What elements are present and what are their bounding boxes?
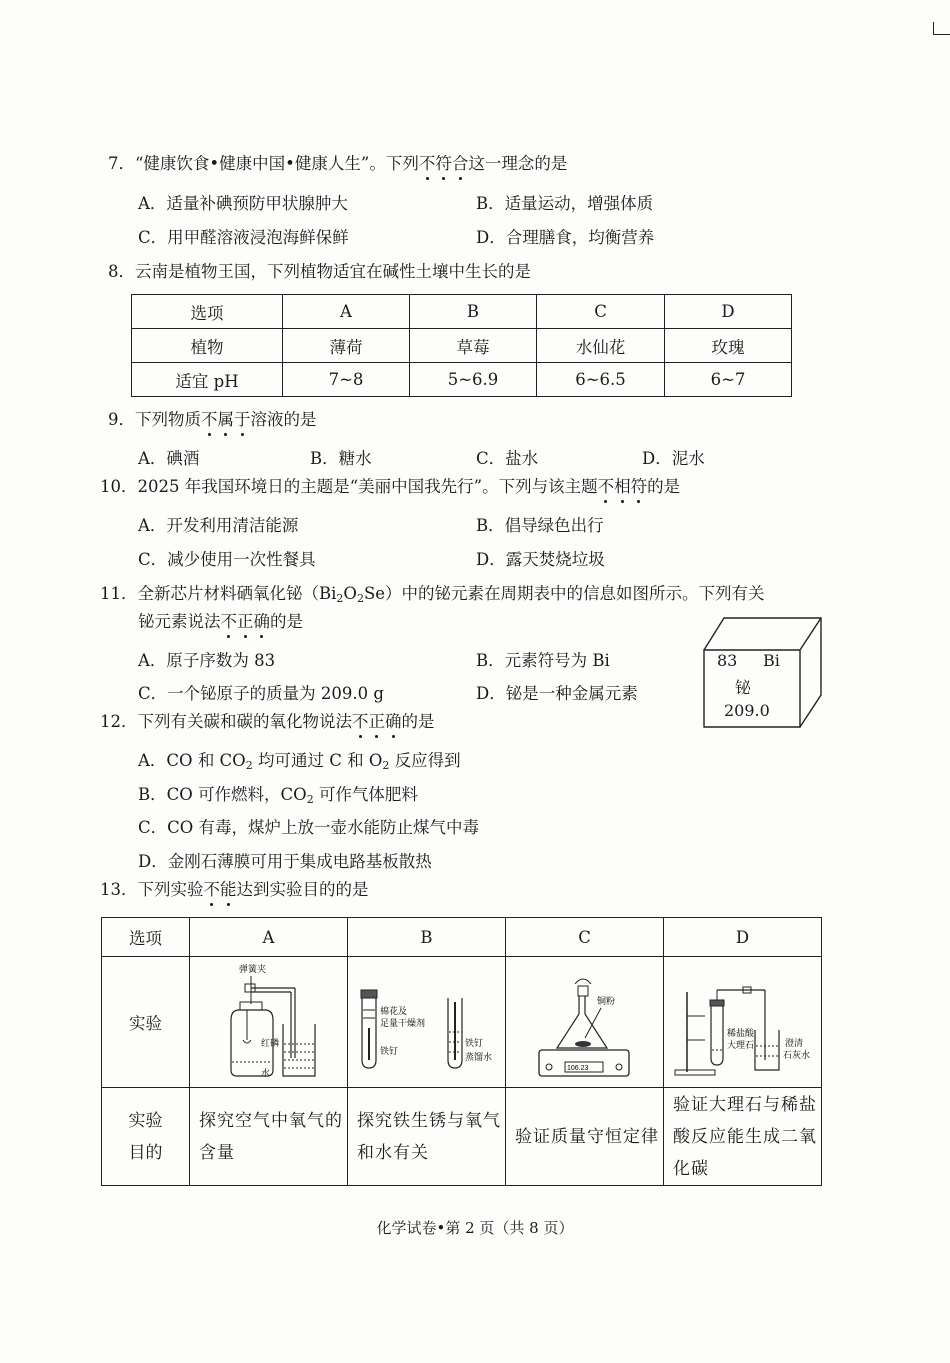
table-cell: 6~7 [665, 363, 792, 397]
table-cell: 实验目的 [102, 1088, 190, 1186]
q12-option-b[interactable] [138, 781, 418, 805]
question-11-stem [100, 580, 765, 604]
option-text: B．CO 可作燃料，CO [138, 785, 307, 804]
goal-c: 验证质量守恒定律 [506, 1088, 664, 1186]
stem-text: 2025 年我国环境日的主题是“美丽中国我先行”。下列与该主题 [137, 477, 598, 496]
question-10-stem [100, 473, 680, 497]
stem-text: 下列实验 [137, 880, 204, 899]
emphasis-char: 不 [352, 708, 369, 732]
fig-label: 蒸馏水 [464, 1052, 492, 1062]
fig-label: 石灰水 [783, 1050, 811, 1060]
emphasis-char: 属 [218, 406, 235, 430]
q12-option-a[interactable] [138, 747, 461, 771]
question-number: 7． [108, 154, 135, 173]
element-name: 铋 [735, 678, 752, 697]
q7-option-b[interactable]: B．适量运动，增强体质 [476, 194, 654, 213]
emphasis-char: 不 [201, 406, 218, 430]
table-cell: B [348, 918, 506, 957]
fig-label: 稀盐酸 [727, 1028, 755, 1038]
q11-option-a[interactable]: A．原子序数为 83 [138, 651, 276, 670]
question-number: 12． [100, 712, 138, 731]
stem-text: 下列物质 [135, 410, 201, 429]
question-7-stem [108, 150, 567, 174]
table-cell: D [664, 918, 822, 957]
question-number: 11． [100, 584, 138, 603]
question-13-stem [100, 876, 369, 900]
emphasis-char: 不 [419, 150, 436, 174]
table-cell: 适宜 pH [132, 363, 283, 397]
stem-text: 的是 [647, 477, 681, 496]
element-cell-figure [703, 617, 823, 729]
table-cell: A [283, 295, 410, 329]
question-number: 13． [100, 880, 138, 899]
page-footer: 化学试卷•第 2 页（共 8 页） [376, 1219, 574, 1237]
goal-d: 验证大理石与稀盐酸反应能生成二氧化碳 [664, 1088, 822, 1186]
stem-text: Se）中的铋元素在周期表中的信息如图所示。下列有关 [363, 584, 765, 603]
stem-text: 铋元素说法 [138, 612, 221, 631]
table-cell: 植物 [132, 329, 283, 363]
option-text: 反应得到 [389, 751, 461, 770]
q7-option-d[interactable]: D．合理膳食，均衡营养 [476, 228, 655, 247]
question-number: 8． [108, 262, 135, 281]
option-text: 可作气体肥料 [313, 785, 418, 804]
co2-test-apparatus [665, 962, 820, 1082]
mass-conservation-apparatus [515, 962, 655, 1082]
q12-option-d[interactable]: D．金刚石薄膜可用于集成电路基板散热 [138, 852, 432, 871]
fig-label: 足量干燥剂 [379, 1018, 425, 1028]
q11-option-d[interactable]: D．铋是一种金属元素 [476, 684, 638, 703]
q11-option-c[interactable]: C．一个铋原子的质量为 209.0 g [138, 684, 384, 703]
emphasis-char: 符 [631, 473, 648, 497]
stem-text: 全新芯片材料硒氧化铋（Bi [137, 584, 337, 603]
subscript: 2 [336, 592, 344, 605]
question-11-stem-line2 [138, 608, 303, 632]
element-symbol: Bi [763, 651, 780, 670]
q7-option-a[interactable]: A．适量补碘预防甲状腺肿大 [138, 194, 348, 213]
stem-text: 这一理念的是 [468, 154, 568, 173]
iron-rust-apparatus [352, 962, 502, 1082]
emphasis-char: 不 [204, 876, 221, 900]
table-cell: 玫瑰 [665, 329, 792, 363]
fig-label: 红磷 [260, 1038, 279, 1048]
fig-label: 铁钉 [464, 1038, 483, 1048]
corner-mark [933, 22, 950, 35]
red-phosphorus-apparatus [199, 962, 339, 1082]
table-cell: 实验 [102, 957, 190, 1088]
emphasis-char: 正 [237, 608, 254, 632]
q11-option-b[interactable]: B．元素符号为 Bi [476, 651, 610, 670]
figure-c-cell [506, 957, 664, 1088]
stem-text: “健康饮食•健康中国•健康人生”。下列 [135, 154, 419, 173]
table-cell: 水仙花 [537, 329, 665, 363]
emphasis-char: 确 [385, 708, 402, 732]
stem-text: 达到实验目的的是 [236, 880, 369, 899]
stem-text: 溶液的是 [250, 410, 317, 429]
q9-option-a[interactable]: A．碘酒 [138, 449, 200, 468]
figure-a-cell [190, 957, 348, 1088]
goal-a: 探究空气中氧气的含量 [190, 1088, 348, 1186]
q10-option-a[interactable]: A．开发利用清洁能源 [138, 516, 299, 535]
table-cell: 7~8 [283, 363, 410, 397]
emphasis-char: 于 [234, 406, 251, 430]
emphasis-char: 不 [598, 473, 615, 497]
figure-d-cell [664, 957, 822, 1088]
option-text: A．CO 和 CO [138, 751, 246, 770]
table-cell: C [537, 295, 665, 329]
subscript: 2 [306, 793, 314, 806]
emphasis-char: 符 [435, 150, 452, 174]
emphasis-char: 合 [452, 150, 469, 174]
question-number: 10． [100, 477, 138, 496]
goal-b: 探究铁生锈与氧气和水有关 [348, 1088, 506, 1186]
table-cell: 薄荷 [283, 329, 410, 363]
q9-option-c[interactable]: C．盐水 [476, 449, 539, 468]
table-cell: A [190, 918, 348, 957]
fig-label: 弹簧夹 [238, 964, 266, 974]
q10-option-c[interactable]: C．减少使用一次性餐具 [138, 550, 316, 569]
table-cell: 选项 [132, 295, 283, 329]
subscript: 2 [356, 592, 364, 605]
figure-b-cell [348, 957, 506, 1088]
fig-label: 棉花及 [379, 1006, 407, 1016]
table-cell: 6~6.5 [537, 363, 665, 397]
atomic-number: 83 [717, 651, 738, 670]
emphasis-char: 确 [254, 608, 271, 632]
table-cell: 5~6.9 [410, 363, 537, 397]
experiment-table [101, 917, 822, 1186]
atomic-mass: 209.0 [724, 701, 770, 720]
question-number: 9． [108, 410, 135, 429]
table-cell: 选项 [102, 918, 190, 957]
fig-label: 澄清 [785, 1038, 804, 1048]
emphasis-char: 正 [369, 708, 386, 732]
question-8-stem [108, 258, 531, 282]
table-cell: C [506, 918, 664, 957]
table-cell: D [665, 295, 792, 329]
emphasis-char: 相 [614, 473, 631, 497]
table-cell: 草莓 [410, 329, 537, 363]
table-cell: B [410, 295, 537, 329]
q9-option-d[interactable]: D．泥水 [642, 449, 705, 468]
q10-option-b[interactable]: B．倡导绿色出行 [476, 516, 604, 535]
emphasis-char: 能 [220, 876, 237, 900]
question-9-stem [108, 406, 317, 430]
scale-readout: 106.23 [566, 1065, 588, 1072]
stem-text: 下列有关碳和碳的氧化物说法 [137, 712, 352, 731]
q12-option-c[interactable]: C．CO 有毒，煤炉上放一壶水能防止煤气中毒 [138, 818, 480, 837]
subscript: 2 [382, 759, 390, 772]
fig-label: 铁钉 [379, 1046, 398, 1056]
q10-option-d[interactable]: D．露天焚烧垃圾 [476, 550, 605, 569]
q7-option-c[interactable]: C．用甲醛溶液浸泡海鲜保鲜 [138, 228, 349, 247]
fig-label: 水 [260, 1068, 270, 1078]
option-text: 均可通过 C 和 O [252, 751, 383, 770]
ph-table [131, 294, 792, 397]
q9-option-b[interactable]: B．糖水 [310, 449, 372, 468]
question-12-stem [100, 708, 435, 732]
stem-text: 的是 [270, 612, 303, 631]
emphasis-char: 不 [221, 608, 238, 632]
stem-text: 的是 [401, 712, 435, 731]
stem-text: O [343, 584, 357, 603]
stem-text: 云南是植物王国，下列植物适宜在碱性土壤中生长的是 [135, 262, 531, 281]
subscript: 2 [245, 759, 253, 772]
fig-label: 大理石 [727, 1040, 755, 1050]
fig-label: 铜粉 [596, 996, 615, 1006]
